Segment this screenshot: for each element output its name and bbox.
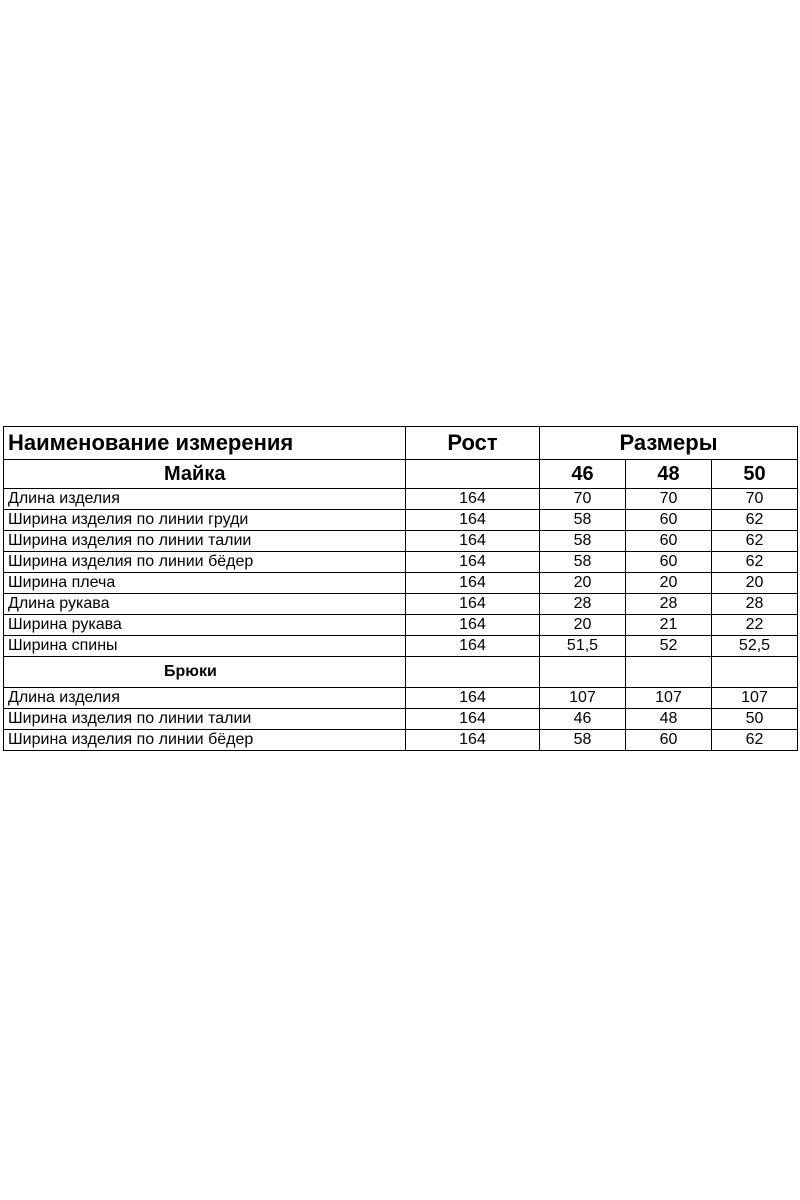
size-value: 62: [712, 531, 798, 552]
size-value: 20: [540, 615, 626, 636]
table-row: [4, 510, 798, 531]
table-row: [4, 730, 798, 751]
size-value: 28: [540, 594, 626, 615]
measurement-name: Ширина изделия по линии бёдер: [4, 552, 406, 573]
height-value: 164: [406, 552, 540, 573]
empty-cell: [406, 460, 540, 489]
height-value: 164: [406, 636, 540, 657]
measurement-name: Ширина рукава: [4, 615, 406, 636]
size-value: 20: [626, 573, 712, 594]
section-header-row: [4, 460, 798, 489]
height-value: 164: [406, 615, 540, 636]
size-value: 70: [626, 489, 712, 510]
height-value: 164: [406, 510, 540, 531]
empty-cell: [626, 657, 712, 688]
height-value: 164: [406, 709, 540, 730]
height-value: 164: [406, 531, 540, 552]
measurement-name: Длина рукава: [4, 594, 406, 615]
size-label: 46: [540, 460, 626, 489]
height-value: 164: [406, 688, 540, 709]
measurement-name: Длина изделия: [4, 489, 406, 510]
header-row: [4, 427, 798, 460]
empty-cell: [540, 657, 626, 688]
size-value: 60: [626, 730, 712, 751]
table-row: [4, 531, 798, 552]
size-value: 107: [626, 688, 712, 709]
size-value: 58: [540, 531, 626, 552]
size-value: 52,5: [712, 636, 798, 657]
section-title-bottom: Брюки: [4, 657, 406, 688]
size-value: 70: [712, 489, 798, 510]
measurement-name: Ширина плеча: [4, 573, 406, 594]
table-row: [4, 709, 798, 730]
size-value: 62: [712, 510, 798, 531]
size-value: 107: [712, 688, 798, 709]
measurement-name: Ширина изделия по линии талии: [4, 709, 406, 730]
header-measurement-name: Наименование измерения: [4, 427, 406, 460]
header-height: Рост: [406, 427, 540, 460]
table-row: [4, 594, 798, 615]
section-title-top: Майка: [4, 460, 406, 489]
size-value: 58: [540, 510, 626, 531]
height-value: 164: [406, 489, 540, 510]
table-row: [4, 615, 798, 636]
header-sizes: Размеры: [540, 427, 798, 460]
size-value: 60: [626, 510, 712, 531]
size-value: 20: [712, 573, 798, 594]
size-value: 107: [540, 688, 626, 709]
size-value: 52: [626, 636, 712, 657]
size-value: 48: [626, 709, 712, 730]
size-value: 20: [540, 573, 626, 594]
empty-cell: [406, 657, 540, 688]
size-chart-table: [3, 426, 798, 751]
size-value: 62: [712, 730, 798, 751]
table-row: [4, 688, 798, 709]
height-value: 164: [406, 594, 540, 615]
size-value: 60: [626, 552, 712, 573]
table-row: [4, 636, 798, 657]
measurement-name: Длина изделия: [4, 688, 406, 709]
measurement-name: Ширина изделия по линии груди: [4, 510, 406, 531]
size-value: 62: [712, 552, 798, 573]
size-value: 58: [540, 552, 626, 573]
measurement-name: Ширина изделия по линии талии: [4, 531, 406, 552]
table-row: [4, 552, 798, 573]
size-label: 50: [712, 460, 798, 489]
size-value: 46: [540, 709, 626, 730]
size-value: 22: [712, 615, 798, 636]
height-value: 164: [406, 730, 540, 751]
measurement-name: Ширина спины: [4, 636, 406, 657]
table-row: [4, 489, 798, 510]
table-row: [4, 573, 798, 594]
empty-cell: [712, 657, 798, 688]
size-label: 48: [626, 460, 712, 489]
size-value: 58: [540, 730, 626, 751]
size-value: 51,5: [540, 636, 626, 657]
size-value: 28: [712, 594, 798, 615]
size-value: 60: [626, 531, 712, 552]
size-value: 28: [626, 594, 712, 615]
size-value: 50: [712, 709, 798, 730]
measurement-name: Ширина изделия по линии бёдер: [4, 730, 406, 751]
size-value: 70: [540, 489, 626, 510]
section-header-row: [4, 657, 798, 688]
size-value: 21: [626, 615, 712, 636]
height-value: 164: [406, 573, 540, 594]
